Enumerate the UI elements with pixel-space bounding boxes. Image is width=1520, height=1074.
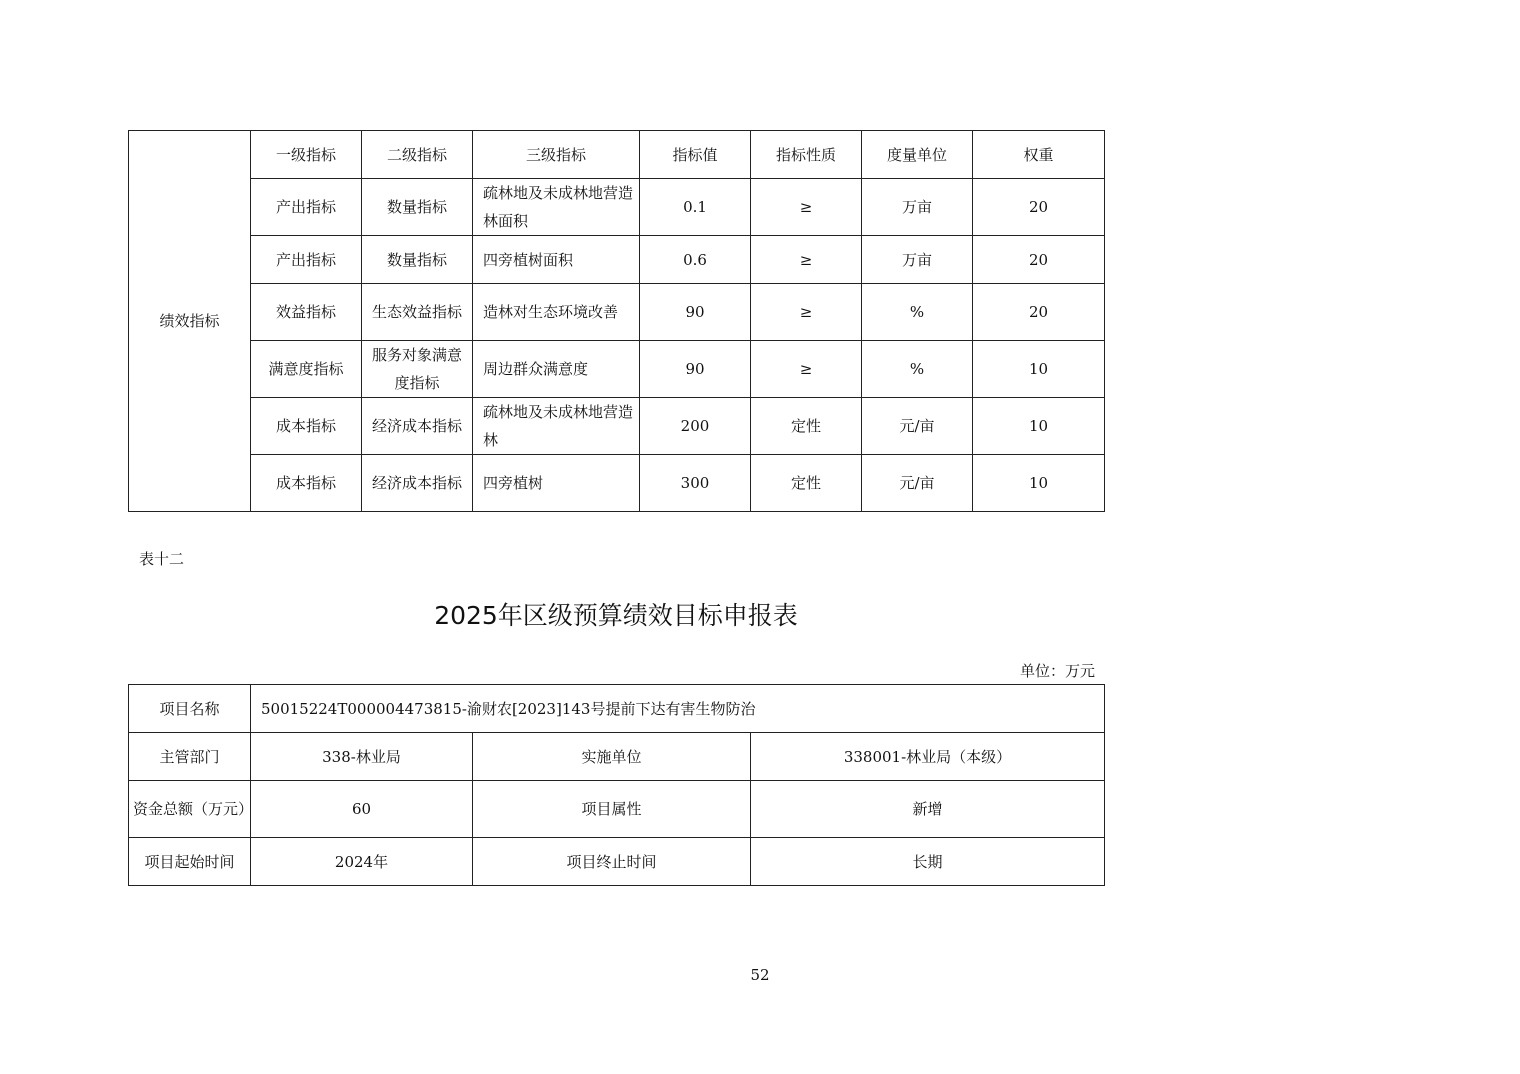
level2-cell: 经济成本指标 xyxy=(362,455,473,512)
value-cell: 90 xyxy=(640,341,751,398)
nature-cell: ≥ xyxy=(751,179,862,236)
level1-cell: 产出指标 xyxy=(251,236,362,284)
unit-note: 单位：万元 xyxy=(1019,662,1095,680)
weight-cell: 10 xyxy=(973,455,1105,512)
unit-cell: 元/亩 xyxy=(862,398,973,455)
level1-cell: 成本指标 xyxy=(251,398,362,455)
weight-cell: 20 xyxy=(973,179,1105,236)
project-name-value: 50015224T000004473815-渝财农[2023]143号提前下达有害生物防治 xyxy=(251,685,1105,733)
fund-label: 资金总额（万元） xyxy=(129,781,251,838)
table-row xyxy=(129,455,1105,512)
level3-cell: 四旁植树 xyxy=(473,455,640,512)
value-cell: 200 xyxy=(640,398,751,455)
unit-cell: % xyxy=(862,341,973,398)
level2-cell: 数量指标 xyxy=(362,179,473,236)
value-cell: 300 xyxy=(640,455,751,512)
level2-cell: 服务对象满意度指标 xyxy=(362,341,473,398)
page-title: 2025年区级预算绩效目标申报表 xyxy=(434,601,798,630)
nature-cell: ≥ xyxy=(751,284,862,341)
table-row xyxy=(129,284,1105,341)
attr-label: 项目属性 xyxy=(473,781,751,838)
unit-cell: 万亩 xyxy=(862,236,973,284)
start-value: 2024年 xyxy=(251,838,473,886)
level1-cell: 产出指标 xyxy=(251,179,362,236)
unit-cell: 万亩 xyxy=(862,179,973,236)
dept-label: 主管部门 xyxy=(129,733,251,781)
level3-cell: 造林对生态环境改善 xyxy=(473,284,640,341)
impl-value: 338001-林业局（本级） xyxy=(751,733,1105,781)
level1-cell: 满意度指标 xyxy=(251,341,362,398)
level1-cell: 效益指标 xyxy=(251,284,362,341)
weight-cell: 20 xyxy=(973,284,1105,341)
table-row xyxy=(129,341,1105,398)
level1-cell: 成本指标 xyxy=(251,455,362,512)
weight-cell: 10 xyxy=(973,398,1105,455)
table-number: 表十二 xyxy=(139,550,185,568)
header-cell: 度量单位 xyxy=(862,131,973,179)
section-label: 绩效指标 xyxy=(129,131,251,512)
unit-cell: 元/亩 xyxy=(862,455,973,512)
header-cell: 指标性质 xyxy=(751,131,862,179)
weight-cell: 10 xyxy=(973,341,1105,398)
table-row xyxy=(129,733,1105,781)
table-row xyxy=(129,838,1105,886)
unit-cell: % xyxy=(862,284,973,341)
level3-cell: 疏林地及未成林地营造林面积 xyxy=(473,179,640,236)
level3-cell: 疏林地及未成林地营造林 xyxy=(473,398,640,455)
level2-cell: 生态效益指标 xyxy=(362,284,473,341)
end-value: 长期 xyxy=(751,838,1105,886)
nature-cell: 定性 xyxy=(751,455,862,512)
table-row xyxy=(129,236,1105,284)
nature-cell: ≥ xyxy=(751,236,862,284)
performance-indicator-table xyxy=(128,130,1105,512)
nature-cell: ≥ xyxy=(751,341,862,398)
end-label: 项目终止时间 xyxy=(473,838,751,886)
table-row xyxy=(129,685,1105,733)
header-cell: 三级指标 xyxy=(473,131,640,179)
value-cell: 90 xyxy=(640,284,751,341)
page-number: 52 xyxy=(750,966,770,984)
value-cell: 0.6 xyxy=(640,236,751,284)
impl-label: 实施单位 xyxy=(473,733,751,781)
fund-value: 60 xyxy=(251,781,473,838)
header-cell: 二级指标 xyxy=(362,131,473,179)
dept-value: 338-林业局 xyxy=(251,733,473,781)
nature-cell: 定性 xyxy=(751,398,862,455)
project-info-table xyxy=(128,684,1105,886)
header-cell: 权重 xyxy=(973,131,1105,179)
table-row xyxy=(129,179,1105,236)
weight-cell: 20 xyxy=(973,236,1105,284)
table-row xyxy=(129,398,1105,455)
project-name-label: 项目名称 xyxy=(129,685,251,733)
attr-value: 新增 xyxy=(751,781,1105,838)
value-cell: 0.1 xyxy=(640,179,751,236)
start-label: 项目起始时间 xyxy=(129,838,251,886)
table-row xyxy=(129,781,1105,838)
level2-cell: 数量指标 xyxy=(362,236,473,284)
level3-cell: 四旁植树面积 xyxy=(473,236,640,284)
header-cell: 一级指标 xyxy=(251,131,362,179)
header-row xyxy=(129,131,1105,179)
level3-cell: 周边群众满意度 xyxy=(473,341,640,398)
header-cell: 指标值 xyxy=(640,131,751,179)
level2-cell: 经济成本指标 xyxy=(362,398,473,455)
